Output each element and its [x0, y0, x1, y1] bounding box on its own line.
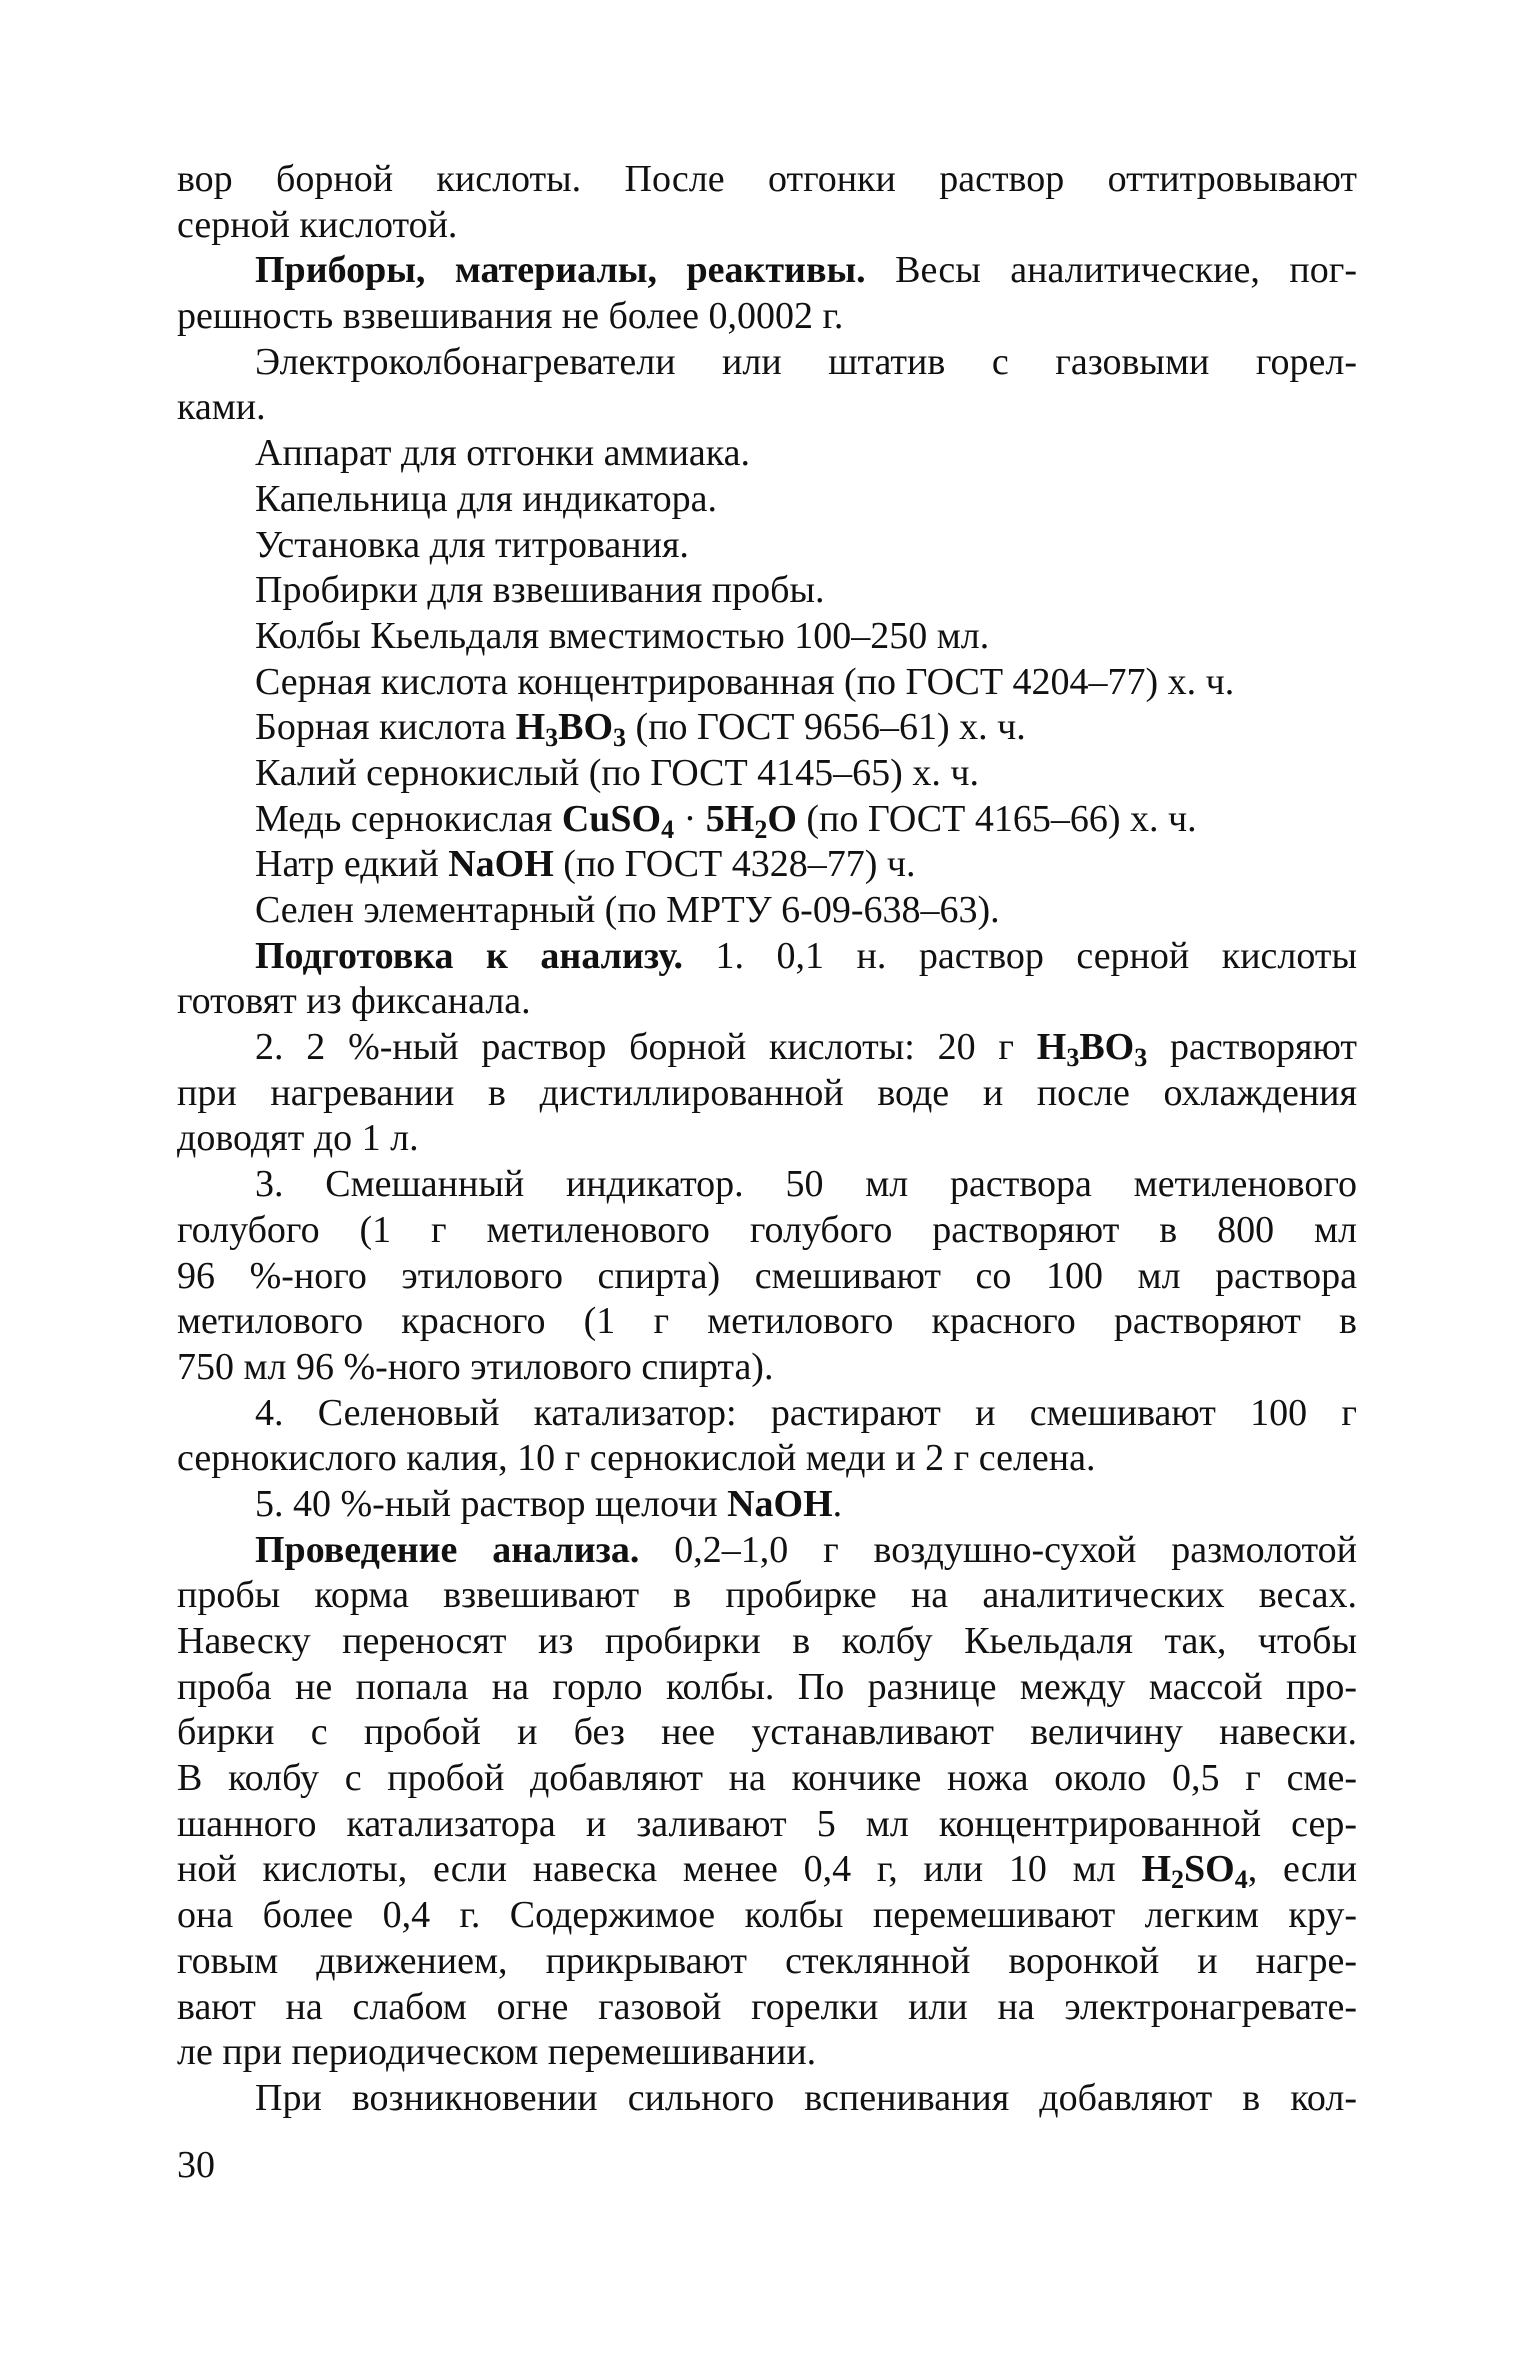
paragraph — [177, 568, 1357, 614]
text-segment: серной кислотой. — [177, 203, 458, 246]
text-line — [177, 157, 1357, 203]
paragraph — [177, 1162, 1357, 1390]
text-segment: сернокислого калия, 10 г сернокислой меди и 2 г селена. — [177, 1437, 1096, 1480]
paragraph — [177, 1482, 1357, 1528]
text-line — [177, 340, 1357, 386]
bold-text: NaOH — [727, 1482, 833, 1525]
text-line — [177, 1208, 1357, 1254]
text-segment: В колбу с пробой добавляют на кончике ножа около 0,5 г сме- — [177, 1757, 1357, 1800]
text-line — [177, 248, 1357, 294]
text-line — [177, 1573, 1357, 1619]
text-segment: ками. — [177, 386, 266, 429]
text-line — [177, 477, 1357, 523]
text-segment: 96 %-ного этилового спирта) смешивают со 100 мл раствора — [177, 1254, 1357, 1297]
text-line — [177, 1756, 1357, 1802]
text-segment: бирки с пробой и без нее устанавливают величину навески. — [177, 1711, 1357, 1754]
text-segment: Колбы Кьельдаля вместимостью 100–250 мл. — [255, 614, 990, 657]
page-body — [177, 157, 1357, 2122]
text-segment: растворяют — [1147, 1026, 1357, 1069]
paragraph — [177, 751, 1357, 797]
text-segment: Борная кислота — [255, 706, 516, 749]
bold-text: H — [1141, 1848, 1172, 1891]
text-segment: (по ГОСТ 9656–61) х. ч. — [626, 706, 1026, 749]
text-line — [177, 294, 1357, 340]
paragraph — [177, 705, 1357, 751]
paragraph — [177, 157, 1357, 248]
bold-text: BO — [558, 706, 614, 749]
bold-text: NaOH — [448, 843, 554, 886]
text-segment: Селен элементарный (по МРТУ 6-09-638–63). — [255, 889, 1000, 931]
text-segment: (по ГОСТ 4165–66) х. ч. — [796, 797, 1197, 840]
text-segment: говым движением, прикрывают стеклянной воронкой и нагре- — [177, 1939, 1357, 1982]
text-segment: . — [832, 1482, 843, 1525]
text-segment: Натр едкий — [255, 843, 449, 886]
text-segment: Аппарат для отгонки аммиака. — [255, 432, 751, 475]
bold-text: H — [515, 706, 546, 749]
text-line — [177, 934, 1357, 980]
text-line — [177, 1802, 1357, 1848]
text-segment: Калий сернокислый (по ГОСТ 4145–65) х. ч. — [255, 751, 979, 794]
text-segment: шанного катализатора и заливают 5 мл концентрированной сер- — [177, 1802, 1357, 1845]
text-segment: вают на слабом огне газовой горелки или на электронагревате- — [177, 1985, 1357, 2028]
text-line — [177, 2030, 1357, 2076]
text-segment: Весы аналитические, пог- — [865, 249, 1357, 292]
bold-text: H — [1036, 1026, 1067, 1069]
text-line — [177, 797, 1357, 843]
text-segment: Пробирки для взвешивания пробы. — [255, 569, 825, 612]
text-segment: 0,2–1,0 г воздушно-сухой размолотой — [639, 1528, 1357, 1571]
text-line — [177, 1985, 1357, 2031]
text-segment: вор борной кислоты. После отгонки раствор оттитровывают — [177, 158, 1357, 200]
text-line — [177, 842, 1357, 888]
text-line — [177, 385, 1357, 431]
paragraph — [177, 660, 1357, 706]
text-line — [177, 888, 1357, 934]
text-line — [177, 1162, 1357, 1208]
text-segment: 2. 2 %-ный раствор борной кислоты: 20 г — [255, 1026, 1037, 1069]
text-segment: Установка для титрования. — [255, 523, 689, 566]
bold-text: CuSO — [561, 797, 662, 840]
bold-text: 5H — [705, 797, 755, 840]
text-segment: Электроколбонагреватели или штатив с газовыми горел- — [255, 340, 1357, 383]
paragraph — [177, 1025, 1357, 1162]
text-line — [177, 1436, 1357, 1482]
text-line — [177, 1710, 1357, 1756]
text-segment: Медь сернокислая — [255, 797, 562, 840]
text-segment: 1. 0,1 н. раствор серной кислоты — [683, 934, 1357, 977]
paragraph — [177, 477, 1357, 523]
text-segment: 5. 40 %-ный раствор щелочи — [255, 1482, 728, 1525]
subscript-text: 3 — [1134, 1043, 1148, 1073]
text-segment: Капельница для индикатора. — [255, 477, 717, 520]
text-segment: Серная кислота концентрированная (по ГОСТ 4204–77) х. ч. — [255, 660, 1235, 703]
paragraph — [177, 248, 1357, 339]
text-segment: пробы корма взвешивают в пробирке на аналитических весах. — [177, 1574, 1357, 1617]
text-segment: При возникновении сильного вспенивания добавляют в кол- — [255, 2076, 1357, 2119]
subscript-text: 3 — [545, 723, 559, 753]
bold-text: Проведение анализа. — [255, 1528, 640, 1571]
text-line — [177, 431, 1357, 477]
text-line — [177, 1939, 1357, 1985]
bold-text: BO — [1079, 1026, 1135, 1069]
text-line — [177, 1345, 1357, 1391]
text-line — [177, 1116, 1357, 1162]
text-line — [177, 568, 1357, 614]
text-line — [177, 523, 1357, 569]
paragraph — [177, 934, 1357, 1025]
text-segment: проба не попала на горло колбы. По разнице между массой про- — [177, 1665, 1357, 1708]
paragraph — [177, 888, 1357, 934]
bold-text: O — [767, 797, 797, 840]
text-line — [177, 1071, 1357, 1117]
text-segment: голубого (1 г метиленового голубого растворяют в 800 мл — [177, 1208, 1357, 1251]
bold-text: Приборы, материалы, реактивы. — [255, 249, 866, 292]
text-line — [177, 1619, 1357, 1665]
text-line — [177, 705, 1357, 751]
text-segment: при нагревании в дистиллированной воде и после охлаждения — [177, 1071, 1357, 1114]
page-number: 30 — [177, 2144, 215, 2186]
text-segment: готовят из фиксанала. — [177, 980, 531, 1023]
text-segment: ле при периодическом перемешивании. — [177, 2031, 817, 2074]
subscript-text: 3 — [1066, 1043, 1080, 1073]
text-line — [177, 1391, 1357, 1437]
text-segment: Навеску переносят из пробирки в колбу Кьельдаля так, чтобы — [177, 1620, 1357, 1662]
text-line — [177, 1665, 1357, 1711]
text-line — [177, 1847, 1357, 1893]
paragraph — [177, 431, 1357, 477]
text-segment: 3. Смешанный индикатор. 50 мл раствора метиленового — [255, 1163, 1357, 1206]
text-segment: · — [674, 797, 706, 840]
paragraph — [177, 614, 1357, 660]
text-line — [177, 751, 1357, 797]
text-segment: 750 мл 96 %-ного этилового спирта). — [177, 1345, 774, 1388]
text-segment: ной кислоты, если навеска менее 0,4 г, или 10 мл — [177, 1848, 1142, 1891]
text-segment: доводят до 1 л. — [177, 1117, 419, 1160]
text-line — [177, 614, 1357, 660]
bold-text: Подготовка к анализу. — [255, 934, 684, 977]
text-line — [177, 1254, 1357, 1300]
bold-text: SO — [1184, 1848, 1235, 1891]
text-segment: решность взвешивания не более 0,0002 г. — [177, 295, 844, 338]
subscript-text: 4 — [1234, 1865, 1248, 1895]
text-segment: (по ГОСТ 4328–77) ч. — [553, 843, 916, 886]
paragraph — [177, 842, 1357, 888]
paragraph — [177, 1528, 1357, 2076]
text-line — [177, 1299, 1357, 1345]
text-line — [177, 1482, 1357, 1528]
subscript-text: 2 — [1171, 1865, 1185, 1895]
text-segment: 4. Селеновый катализатор: растирают и смешивают 100 г — [255, 1391, 1357, 1434]
paragraph — [177, 340, 1357, 431]
text-line — [177, 660, 1357, 706]
paragraph — [177, 797, 1357, 843]
text-line — [177, 1025, 1357, 1071]
subscript-text: 4 — [661, 814, 675, 844]
text-line — [177, 1893, 1357, 1939]
text-segment: она более 0,4 г. Содержимое колбы перемешивают легким кру- — [177, 1894, 1357, 1937]
text-line — [177, 203, 1357, 249]
subscript-text: 3 — [613, 723, 627, 753]
text-line — [177, 1528, 1357, 1574]
paragraph — [177, 1391, 1357, 1482]
paragraph — [177, 523, 1357, 569]
subscript-text: 2 — [754, 814, 768, 844]
text-segment: , если — [1247, 1848, 1357, 1891]
text-line — [177, 979, 1357, 1025]
text-line — [177, 2076, 1357, 2122]
paragraph — [177, 2076, 1357, 2122]
text-segment: метилового красного (1 г метилового красного растворяют в — [177, 1300, 1357, 1343]
